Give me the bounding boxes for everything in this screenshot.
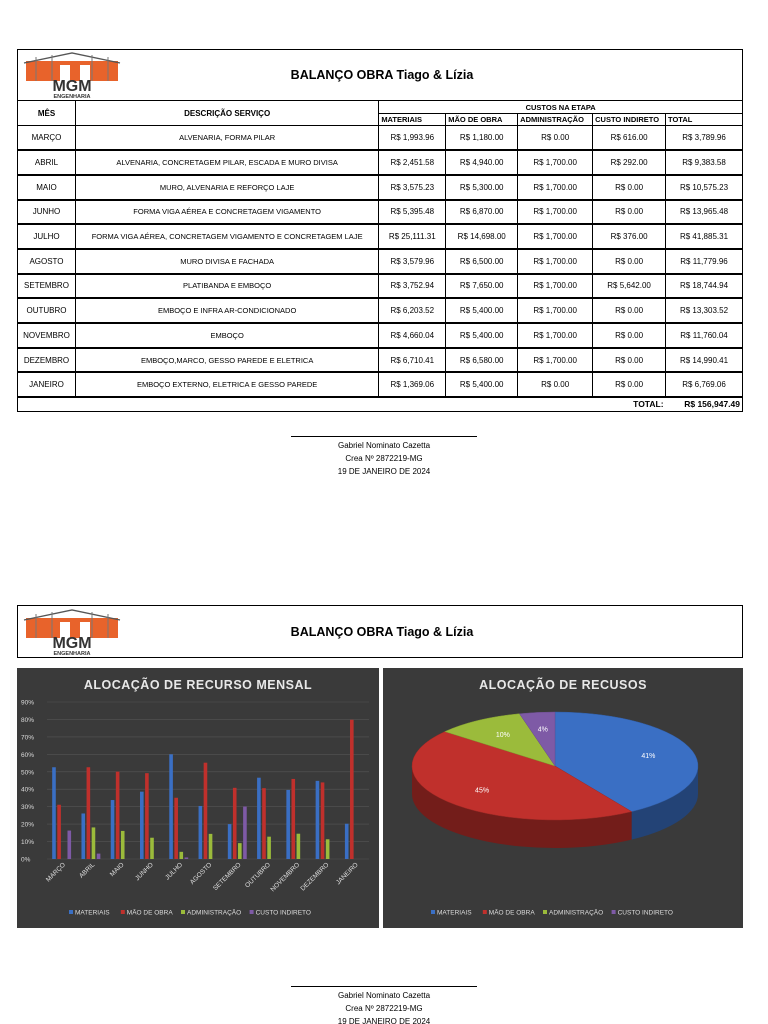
cell-admin: R$ 1,700.00 [518,298,593,323]
x-tick-label: JUNHO [134,861,155,883]
signer-name: Gabriel Nominato Cazetta [337,991,431,1000]
bar-administração [179,852,183,859]
cell-month: NOVEMBRO [18,323,76,348]
header-indirect: CUSTO INDIRETO [593,114,666,126]
cell-labor: R$ 7,650.00 [446,274,518,299]
bar-administração [121,831,125,859]
cell-admin: R$ 1,700.00 [518,200,593,225]
bar-chart-title: ALOCAÇÃO DE RECURSO MENSAL [83,678,313,692]
x-tick-label: MARÇO [44,861,68,884]
bar-mão-de-obra [291,779,295,859]
cell-labor: R$ 6,580.00 [446,348,518,373]
x-tick-label: JULHO [164,861,185,882]
pie-chart-panel [383,668,743,928]
bar-mão-de-obra [116,772,120,859]
bar-administração [150,838,154,859]
table-row [18,274,743,299]
y-tick-label: 60% [21,751,35,759]
cell-indirect: R$ 0.00 [593,200,666,225]
table-row [18,298,743,323]
signature-block-2 [0,986,768,1024]
signer-crea: Crea Nº 2872219-MG [345,1004,423,1013]
pie-data-label: 41% [641,752,656,760]
header-total: TOTAL [666,114,743,126]
table-row [18,126,743,151]
cell-month: JANEIRO [18,372,76,397]
cell-indirect: R$ 0.00 [593,175,666,200]
bar-administração [92,827,96,859]
signature-line [291,436,477,437]
cell-admin: R$ 1,700.00 [518,274,593,299]
cell-labor: R$ 5,300.00 [446,175,518,200]
cell-materials: R$ 25,111.31 [379,224,446,249]
mgm-logo [22,51,122,99]
mgm-logo-icon [22,51,122,99]
cell-materials: R$ 3,752.94 [379,274,446,299]
x-tick-label: SETEMBRO [211,861,243,893]
cell-labor: R$ 5,400.00 [446,323,518,348]
table-row [18,372,743,397]
bar-mão-de-obra [57,805,61,859]
cell-admin: R$ 1,700.00 [518,224,593,249]
cell-description: ALVENARIA, CONCRETAGEM PILAR, ESCADA E MURO DIVISA [75,150,378,175]
legend-swatch [181,910,185,914]
cell-labor: R$ 6,870.00 [446,200,518,225]
signature-date: 19 DE JANEIRO DE 2024 [337,1017,431,1024]
cell-total: R$ 11,760.04 [666,323,743,348]
cell-materials: R$ 2,451.58 [379,150,446,175]
bar-administração [326,839,330,859]
page-title: BALANÇO OBRA Tiago & Lízia [290,68,474,82]
cell-labor: R$ 4,940.00 [446,150,518,175]
cell-description: EMBOÇO,MARCO, GESSO PAREDE E ELETRICA [75,348,378,373]
x-tick-label: JANEIRO [334,861,360,887]
cell-materials: R$ 6,203.52 [379,298,446,323]
cell-total: R$ 11,779.96 [666,249,743,274]
cell-description: MURO, ALVENARIA E REFORÇO LAJE [75,175,378,200]
y-tick-label: 20% [21,821,35,829]
cell-total: R$ 13,965.48 [666,200,743,225]
bar-materiais [199,806,203,859]
y-tick-label: 50% [21,769,35,777]
page-title-2: BALANÇO OBRA Tiago & Lízia [290,624,474,639]
bar-custo-indireto [97,854,101,859]
y-tick-label: 70% [21,734,35,742]
bar-custo-indireto [243,806,247,859]
bar-materiais [52,767,56,859]
cell-indirect: R$ 0.00 [593,249,666,274]
bar-mão-de-obra [262,788,266,859]
cell-description: FORMA VIGA AÉREA E CONCRETAGEM VIGAMENTO [75,200,378,225]
bar-chart [17,668,379,928]
cell-labor: R$ 1,180.00 [446,126,518,151]
cell-description: PLATIBANDA E EMBOÇO [75,274,378,299]
table-row [18,323,743,348]
x-tick-label: OUTUBRO [244,861,272,890]
cell-total: R$ 13,303.52 [666,298,743,323]
signer-crea: Crea Nº 2872219-MG [345,454,423,463]
bar-materiais [81,813,85,859]
cell-admin: R$ 1,700.00 [518,348,593,373]
signature-line [291,986,477,987]
mgm-logo-2 [22,608,122,656]
cell-admin: R$ 1,700.00 [518,150,593,175]
bar-mão-de-obra [321,782,325,859]
bar-mão-de-obra [174,798,178,859]
cell-month: SETEMBRO [18,274,76,299]
cell-description: EMBOÇO [75,323,378,348]
cell-materials: R$ 1,369.06 [379,372,446,397]
logo-subtext: ENGENHARIA [53,94,91,99]
y-tick-label: 40% [21,786,35,794]
x-tick-label: NOVEMBRO [269,861,302,894]
cell-month: JULHO [18,224,76,249]
legend-swatch [483,910,487,914]
pie-chart [383,668,743,928]
logo-subtext: ENGENHARIA [53,650,91,656]
legend-swatch [431,910,435,914]
legend-label: ADMINISTRAÇÃO [187,909,242,917]
cell-indirect: R$ 0.00 [593,298,666,323]
cell-month: OUTUBRO [18,298,76,323]
legend-label: MÃO DE OBRA [126,909,173,917]
header-costs-group: CUSTOS NA ETAPA [379,101,743,114]
header-labor: MÃO DE OBRA [446,114,518,126]
cell-indirect: R$ 292.00 [593,150,666,175]
bar-administração [297,834,301,859]
cell-total: R$ 18,744.94 [666,274,743,299]
y-tick-label: 80% [21,716,35,724]
x-tick-label: MAIO [108,861,126,879]
signature-date: 19 DE JANEIRO DE 2024 [337,467,431,476]
cell-materials: R$ 4,660.04 [379,323,446,348]
y-tick-label: 10% [21,839,35,847]
pie-chart-title: ALOCAÇÃO DE RECUSOS [479,678,647,692]
header-description: DESCRIÇÃO SERVIÇO [75,101,378,126]
cell-admin: R$ 0.00 [518,126,593,151]
signature-block [0,436,768,478]
legend-label: ADMINISTRAÇÃO [549,909,604,917]
cell-month: MARÇO [18,126,76,151]
cell-month: AGOSTO [18,249,76,274]
cell-indirect: R$ 376.00 [593,224,666,249]
cell-indirect: R$ 0.00 [593,323,666,348]
cell-materials: R$ 1,993.96 [379,126,446,151]
total-value: R$ 156,947.49 [666,397,743,411]
header-month: MÊS [18,101,76,126]
cell-description: EMBOÇO EXTERNO, ELETRICA E GESSO PAREDE [75,372,378,397]
cell-admin: R$ 1,700.00 [518,175,593,200]
y-tick-label: 30% [21,804,35,812]
cell-description: EMBOÇO E INFRA AR-CONDICIONADO [75,298,378,323]
balance-body [18,126,743,398]
signer-name: Gabriel Nominato Cazetta [337,441,431,450]
bar-administração [238,843,242,859]
legend-label: CUSTO INDIRETO [255,909,311,917]
legend-swatch [543,910,547,914]
bar-materiais [140,792,144,859]
cell-admin: R$ 1,700.00 [518,249,593,274]
bar-administração [209,834,213,859]
y-tick-label: 0% [21,856,31,864]
cell-total: R$ 6,769.06 [666,372,743,397]
balance-table [17,100,743,412]
bar-custo-indireto [67,831,71,859]
bar-materiais [228,824,232,859]
bar-materiais [169,754,173,859]
legend-swatch [250,910,254,914]
table-row [18,175,743,200]
cell-materials: R$ 5,395.48 [379,200,446,225]
legend-label: CUSTO INDIRETO [617,909,673,917]
total-row [18,397,743,411]
cell-month: DEZEMBRO [18,348,76,373]
bar-custo-indireto [185,857,189,859]
table-row [18,200,743,225]
cell-total: R$ 41,885.31 [666,224,743,249]
x-tick-label: DEZEMBRO [299,861,331,893]
cell-admin: R$ 0.00 [518,372,593,397]
cell-total: R$ 14,990.41 [666,348,743,373]
cell-indirect: R$ 616.00 [593,126,666,151]
y-tick-label: 90% [21,699,35,707]
pie-data-label: 45% [475,787,490,795]
table-row [18,348,743,373]
cell-materials: R$ 6,710.41 [379,348,446,373]
bar-materiais [345,824,349,859]
cell-total: R$ 10,575.23 [666,175,743,200]
bar-materiais [257,778,261,859]
cell-labor: R$ 14,698.00 [446,224,518,249]
legend-label: MATERIAIS [437,909,472,917]
legend-label: MATERIAIS [75,909,110,917]
cell-labor: R$ 5,400.00 [446,298,518,323]
logo-text: MGM [52,78,92,95]
cell-labor: R$ 5,400.00 [446,372,518,397]
cell-materials: R$ 3,579.96 [379,249,446,274]
cell-total: R$ 3,789.96 [666,126,743,151]
cell-indirect: R$ 0.00 [593,348,666,373]
table-row [18,150,743,175]
cell-labor: R$ 6,500.00 [446,249,518,274]
logo-text: MGM [52,634,92,652]
bar-chart-panel [17,668,379,928]
header-materials: MATERIAIS [379,114,446,126]
bar-mão-de-obra [87,767,91,859]
bar-administração [267,837,271,859]
bar-mão-de-obra [350,720,354,859]
legend-swatch [612,910,616,914]
mgm-logo-icon [22,608,122,656]
cell-indirect: R$ 0.00 [593,372,666,397]
cell-materials: R$ 3,575.23 [379,175,446,200]
cell-indirect: R$ 5,642.00 [593,274,666,299]
legend-label: MÃO DE OBRA [488,909,535,917]
bar-mão-de-obra [233,788,237,859]
cell-description: FORMA VIGA AÉREA, CONCRETAGEM VIGAMENTO E CONCRETAGEM LAJE [75,224,378,249]
total-label: TOTAL: [18,397,666,411]
bar-materiais [316,781,320,859]
header-admin: ADMINISTRAÇÃO [518,114,593,126]
x-tick-label: AGOSTO [188,861,214,887]
x-tick-label: ABRIL [78,861,97,880]
legend-swatch [69,910,73,914]
cell-total: R$ 9,383.58 [666,150,743,175]
cell-month: MAIO [18,175,76,200]
cell-month: ABRIL [18,150,76,175]
table-row [18,224,743,249]
cell-month: JUNHO [18,200,76,225]
cell-admin: R$ 1,700.00 [518,323,593,348]
cell-description: ALVENARIA, FORMA PILAR [75,126,378,151]
bar-materiais [111,800,115,859]
pie-data-label: 10% [495,731,510,739]
bar-mão-de-obra [204,763,208,859]
legend-swatch [121,910,125,914]
sheet1-header [17,49,743,101]
sheet2-header [17,605,743,658]
pie-data-label: 4% [537,726,548,734]
cell-description: MURO DIVISA E FACHADA [75,249,378,274]
table-row [18,249,743,274]
bar-materiais [286,790,290,859]
bar-mão-de-obra [145,773,149,859]
